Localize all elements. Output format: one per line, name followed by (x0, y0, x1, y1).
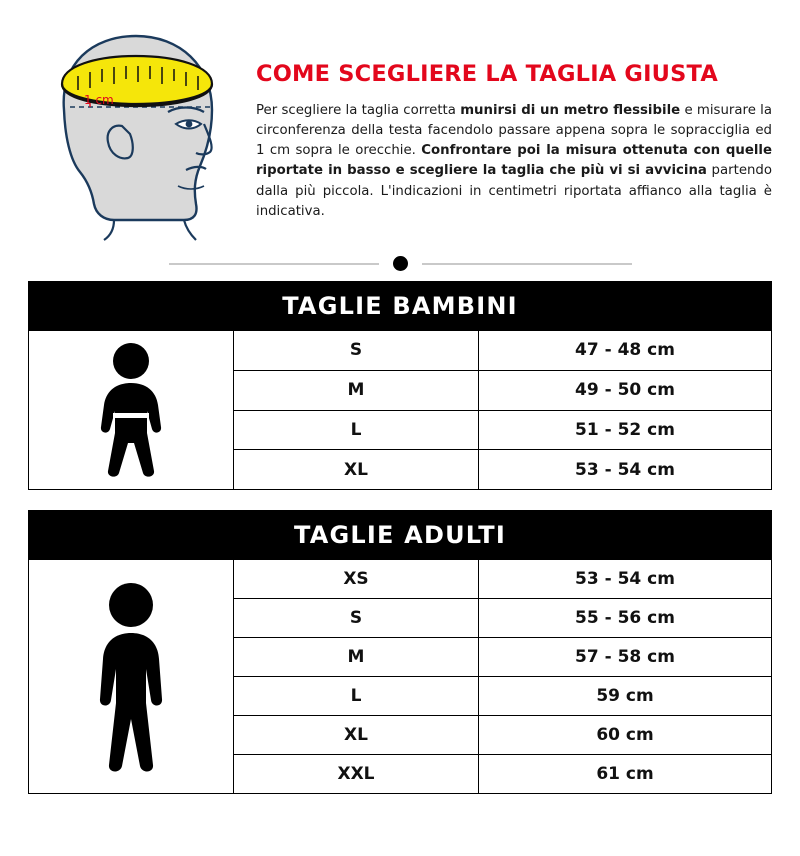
section-divider (0, 256, 800, 271)
intro-text-3: partendo dalla più piccola. L'indicazioni in centimetri riportata affianco alla taglia è indicativa. (256, 163, 773, 219)
kids-rows (234, 331, 771, 489)
intro-text-block (246, 14, 772, 222)
adult-figure-cell (29, 560, 234, 793)
child-figure-cell (29, 331, 234, 489)
size-label: M (234, 371, 479, 410)
table-row (234, 716, 771, 755)
size-measure: 53 - 54 cm (575, 459, 675, 480)
adults-rows (234, 560, 771, 793)
divider-dot-icon (393, 256, 408, 271)
intro-text-1: Per scegliere la taglia corretta (256, 102, 461, 118)
head-diagram-svg (18, 14, 246, 242)
size-measure: 49 - 50 cm (575, 380, 675, 401)
adult-figure-icon (86, 579, 176, 775)
adults-table-body (29, 560, 771, 793)
size-label: XL (234, 716, 479, 754)
head-measurement-illustration (18, 14, 246, 242)
adults-table-title: TAGLIE ADULTI (29, 511, 771, 560)
size-label: L (234, 411, 479, 450)
divider-line-left (169, 263, 379, 265)
size-measure: 55 - 56 cm (575, 608, 675, 628)
size-measure: 51 - 52 cm (575, 419, 675, 440)
size-measure: 47 - 48 cm (575, 340, 675, 361)
size-measure: 59 cm (596, 686, 654, 706)
table-row (234, 331, 771, 371)
child-figure-icon (88, 341, 174, 479)
table-row (234, 560, 771, 599)
size-measure: 60 cm (596, 725, 654, 745)
kids-table-title: TAGLIE BAMBINI (29, 282, 771, 331)
table-row (234, 677, 771, 716)
page-title: COME SCEGLIERE LA TAGLIA GIUSTA (256, 61, 718, 87)
table-row (234, 450, 771, 489)
intro-bold-2: Confrontare poi la misura ottenuta con quelle riportate in basso e scegliere la taglia che più vi si avvicina (256, 143, 772, 179)
table-row (234, 371, 771, 411)
size-label: S (234, 599, 479, 637)
intro-section (0, 0, 800, 242)
divider-line-right (422, 263, 632, 265)
size-label: M (234, 638, 479, 676)
size-measure: 61 cm (596, 764, 654, 784)
intro-bold-1: munirsi di un metro flessibile (460, 102, 681, 118)
size-label: XS (234, 560, 479, 598)
tape-label: 1 cm (84, 93, 114, 107)
table-row (234, 599, 771, 638)
table-row (234, 638, 771, 677)
intro-text-2: e misurare la circonferenza della testa facendolo passare appena sopra le sopracciglia ed 1 cm sopra le orecchie. (256, 102, 772, 159)
kids-size-table (28, 281, 772, 490)
size-label: XL (234, 450, 479, 489)
intro-paragraph (256, 101, 772, 222)
adults-size-table (28, 510, 772, 794)
size-measure: 57 - 58 cm (575, 647, 675, 667)
kids-table-body (29, 331, 771, 489)
table-row (234, 755, 771, 793)
size-label: XXL (234, 755, 479, 793)
size-label: S (234, 331, 479, 370)
table-row (234, 411, 771, 451)
size-label: L (234, 677, 479, 715)
size-measure: 53 - 54 cm (575, 569, 675, 589)
